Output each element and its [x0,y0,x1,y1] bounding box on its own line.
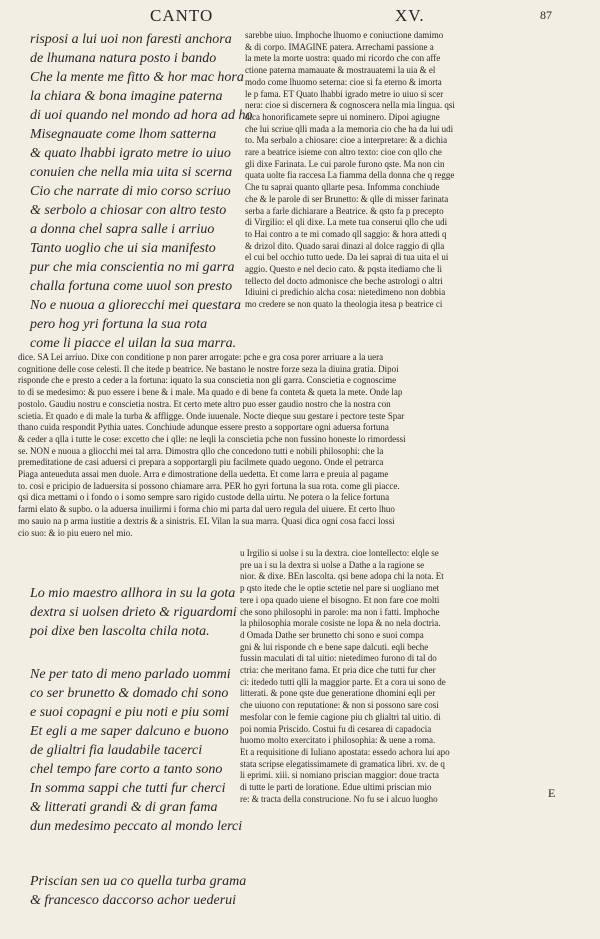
commentary-bottom-line: mesfolar con le femie cagione piu ch glialtri tal uitio. di [240,711,441,722]
verse-block-bottom-line: chel tempo fare corto a tanto sono [30,762,223,777]
commentary-top [245,30,545,311]
commentary-top-line: dica honorificamete sepre ui nominero. Dipoi agiugne [245,111,440,122]
verse-block-bottom-line: Et egli a me saper dalcuno e buono [30,724,229,739]
commentary-bottom-line: fussin maculati di tal uitio: nietedimeo furono di tal do [240,653,437,664]
verse-block-top-line: Tanto uoglio che ui sia manifesto [30,241,216,256]
commentary-middle-line: farmi elato & supbo. o la aduersa inuilirmi i forma chio mi parta dal uero regula del uiuere. Et certo lhuo [18,504,395,515]
commentary-bottom-line: re: & tracta della construcione. No fu se i alcuo luogho [240,793,438,804]
verse-block-top-line: la chiara & bona imagine paterna [30,89,223,104]
commentary-bottom-line: d Omada Dathe ser brunetto chi sono e suoi compa [240,629,424,640]
commentary-top-line: le p fama. ET Quato lhabbi igrado metre io uiuo si scer [245,88,444,99]
commentary-bottom-line: ctria: che meritano fama. Et pria dice che tutti fur cher [240,665,436,676]
commentary-middle-line: to. cosi e pricipio de laduersita si possono chiamare arra. PER ho gyri fortuna la sua rota. come gli piacce. [18,480,400,491]
commentary-bottom-line: nior. & dixe. BEn lascolta. qsi bene adopa chi la nota. Et [240,571,444,582]
verse-block-bottom-line: In somma sappi che tutti fur cherci [30,781,226,796]
commentary-top-line: to. Ma serbalo a chiosare: cioe a interpretare: & a dichia [245,135,448,146]
verse-block-top-line: & serbolo a chiosar con altro testo [30,203,227,218]
verse-block-middle-line: dextra si uolsen drieto & riguardomi [30,605,237,620]
commentary-top-line: & drizol dito. Quado sarai dinazi al dolce raggio di qlla [245,240,445,251]
commentary-top-line: & di corpo. IMAGINE patera. Arrechami passione a [245,41,434,52]
commentary-bottom-line: gni & lui risponde ch e bene sape dalcuti. eqli beche [240,641,429,652]
commentary-bottom-line: che uiuono con reputatione: & non si possono sare cosi [240,700,439,711]
commentary-middle-line: & ceder a qlla i tutte le cose: excetto che i qlle: ne leqli la conscietia pche non fussino honeste lo rimordessi [18,433,406,444]
commentary-top-line: tellecto del docto admonisce che beche astrologi o altri [245,275,443,286]
commentary-bottom [240,548,550,805]
commentary-middle-line: to di se medesimo: & puo essere i bene & i male. Ma quado e di bene fa conteta & queta la mete. Onde lap [18,387,403,398]
commentary-top-line: la mete la morte uostra: quado mi ricordo che con affe [245,53,441,64]
verse-block-top-line: a donna chel sapra salle i arriuo [30,222,215,237]
commentary-middle-line: se. NON e nuoua a gliocchi mei tal arra. Dimostra qllo che concedono tutti e nobili philosophi: che la [18,445,384,456]
commentary-middle-line: thano cuida respondit Pythia uates. Conchiude adunque essere presto a sopportare ogni aduersa fortuna [18,422,389,433]
verse-block-top-line: come li piacce el uilan la sua marra. [30,336,237,351]
verse-block-top-line: Che la mente me fitto & hor mac hora [30,70,244,85]
commentary-top-line: Idiuini ci predichio alcha cosa: nietedimeno non dobbia [245,287,446,298]
commentary-top-line: to Hai contro a te mi comado qll saggio: & hora attedi q [245,228,447,239]
verse-block-top-line: & quato lhabbi igrato metre io uiuo [30,146,231,161]
verse-block-top-line: No e nuoua a gliorecchi mei questara [30,298,242,313]
commentary-bottom-line: u Irgilio si uolse i su la dextra. cioe lontellecto: elqle se [240,548,439,558]
verse-block-top [30,30,260,353]
commentary-top-line: mo credere se non quato la theologia itesa p beatrice ci [245,299,443,310]
verse-block-top-line: challa fortuna come uuol son presto [30,279,233,294]
commentary-middle [18,352,548,539]
commentary-top-line: quata uolte fia raccesa La fiamma della donna che q regge [245,170,455,181]
commentary-bottom-line: li eprimi. xiii. si nomiano priscian maggior: doue tracta [240,770,439,781]
commentary-top-line: serba a farle dichiarare a Beatrice. & qsto fa p precepto [245,205,444,216]
verse-block-bottom-line: e suoi copagni e piu noti e piu somi [30,705,230,720]
commentary-middle-line: Piaga anteueduta assai men duole. Arra e dimostratione della uedetta. Et come larra e preuia al pagame [18,469,389,480]
running-head-canto: CANTO [150,6,214,25]
commentary-bottom-line: ci: itededo tutti qlli la maggior parte. Et a cora ui sono de [240,676,446,687]
commentary-bottom-line: stata scripse elegatissimamete di gramatica libri. xv. de q [240,758,445,769]
commentary-middle-line: qsi dica mettami o i fondo o i somo sempre saro rigido custode della uirtu. Ne potera o la felice fortuna [18,492,390,503]
commentary-middle-line: mo sauio na p arma iustitie a dextris & a sinistris. EL Vilan la sua marra. Quasi dica ogni cosa facci lossi [18,515,395,526]
commentary-middle-line: cio suo: & io piu euero nel mio. [18,527,133,538]
commentary-top-line: ctione paterna mamauate & mostrauatemi la uia & el [245,65,436,76]
margin-signature-mark: E [548,786,556,800]
commentary-bottom-line: tere i opa quado uiene el bisogno. Et non fare coe molti [240,594,440,605]
commentary-bottom-line: che sono philosophi in parole: ma non i fatti. Imphoche [240,606,440,617]
commentary-bottom-line: pre ua i su la dextra si uolse a Dathe a la ragione se [240,559,425,570]
verse-block-last-line: Priscian sen ua co quella turba grama [30,874,247,889]
commentary-top-line: di Virgilio: el qli dixe. La mete tua conserui qllo che udi [245,217,448,228]
commentary-top-line: modo come lhuomo seterna: cioe si fa eterno & imorta [245,76,442,87]
verse-block-bottom-line: Ne per tato di meno parlado uommi [30,667,231,682]
verse-block-top-line: pero hog yri fortuna la sua rota [30,317,208,332]
verse-block-last-line: & francesco daccorso achor uederui [30,893,237,908]
commentary-bottom-line: Et a requisitione di Iuliano apostata: essedo achora lui apo [240,746,450,757]
commentary-middle-line: risponde che e presto a ceder a la fortuna: iquato la sua conscietia non gli garra. Conscietia e cognoscime [18,375,397,386]
commentary-bottom-line: huomo molto exercitato i philosophia: & uene a roma. [240,735,436,746]
commentary-bottom-line: di tutte le parti de loratione. Edue ultimi priscian mio [240,782,432,793]
commentary-top-line: che lui scriue qlli mada a la memoria cio che ha da lui udi [245,123,454,134]
commentary-middle-line: premeditatione de casi aduersi ci prepara a sopportargli piu facilmete quado uegono. Onde el petrarca [18,457,384,468]
running-head [0,6,600,28]
commentary-top-line: Che tu saprai quanto qllarte pesa. Infomma conchiude [245,182,440,193]
commentary-middle-line: dice. SA Lei arriuo. Dixe con conditione p non parer arrogate: pche e gra cosa porer arriuare a la uera [18,352,384,362]
commentary-bottom-line: la philosophia morale cosiste ne lopa & no nela doctria. [240,618,441,629]
folio-number: 87 [540,8,552,22]
commentary-top-line: sarebbe uiuo. Imphoche lhuomo e coniuctione damimo [245,30,444,40]
commentary-top-line: el cui bel occhio tutto uede. Da lei saprai di tua uita el ui [245,252,449,263]
commentary-bottom-line: litterati. & pone qste due generatione dhomini eqli per [240,688,436,699]
commentary-middle-line: scietia. Et quado e di male la turba & affligge. Onde iuuenale. Nocte dieque suu gestare i pectore teste Spar [18,410,405,421]
verse-block-top-line: conuien che nella mia uita si scerna [30,165,233,180]
verse-block-middle-line: Lo mio maestro allhora in su la gota [30,586,236,601]
commentary-bottom-line: p qsto itede che le optie sctetie nel pare si uogliano met [240,583,440,594]
commentary-top-line: che & le parole di ser Brunetto: & qlle di misser farinata [245,193,449,204]
commentary-top-line: aggio. Questo e nel decio cato. & pqsta itediamo che li [245,264,442,275]
verse-block-last [30,872,260,910]
verse-block-top-line: de lhumana natura posto i bando [30,51,217,66]
commentary-middle-line: postolo. Gaudiu nostru e conscietia nostra. Et certo mete altro puo esser gaudio nostro che la nostra con [18,398,391,409]
commentary-top-line: nera: cioe si discernera & cognoscera nella mia lingua. qsi [245,100,455,111]
verse-block-bottom-line: co ser brunetto & domado chi sono [30,686,229,701]
commentary-top-line: gli dixe Farinata. Le cui parole furono qste. Ma non cin [245,158,445,169]
verse-block-middle [30,584,260,641]
verse-block-bottom [30,665,260,836]
verse-block-bottom-line: & litterati grandi & di gran fama [30,800,218,815]
verse-block-middle-line: poi dixe ben lascolta chila nota. [30,624,210,639]
commentary-bottom-line: poi nomia Priscido. Costui fu di cesarea di capadocia [240,723,432,734]
verse-block-bottom-line: dun medesimo peccato al mondo lerci [30,819,243,834]
verse-block-top-line: risposi a lui uoi non faresti anchora [30,32,232,47]
verse-block-bottom-line: de glialtri fia laudabile tacerci [30,743,203,758]
running-head-canto-number: XV. [395,6,425,25]
commentary-middle-line: cognitione delle cose celesti. Il che itede p beatrice. Ne bastano le nostre forze seza la diuina gratia. Dipoi [18,363,399,374]
verse-block-top-line: pur che mia conscientia no mi garra [30,260,235,275]
commentary-top-line: rare a beatrice isieme con altro texto: cioe con qllo che [245,147,442,158]
verse-block-top-line: Misegnauate come lhom satterna [30,127,217,142]
verse-block-top-line: di uoi quando nel mondo ad hora ad ho [30,108,253,123]
verse-block-top-line: Cio che narrate di mio corso scriuo [30,184,231,199]
